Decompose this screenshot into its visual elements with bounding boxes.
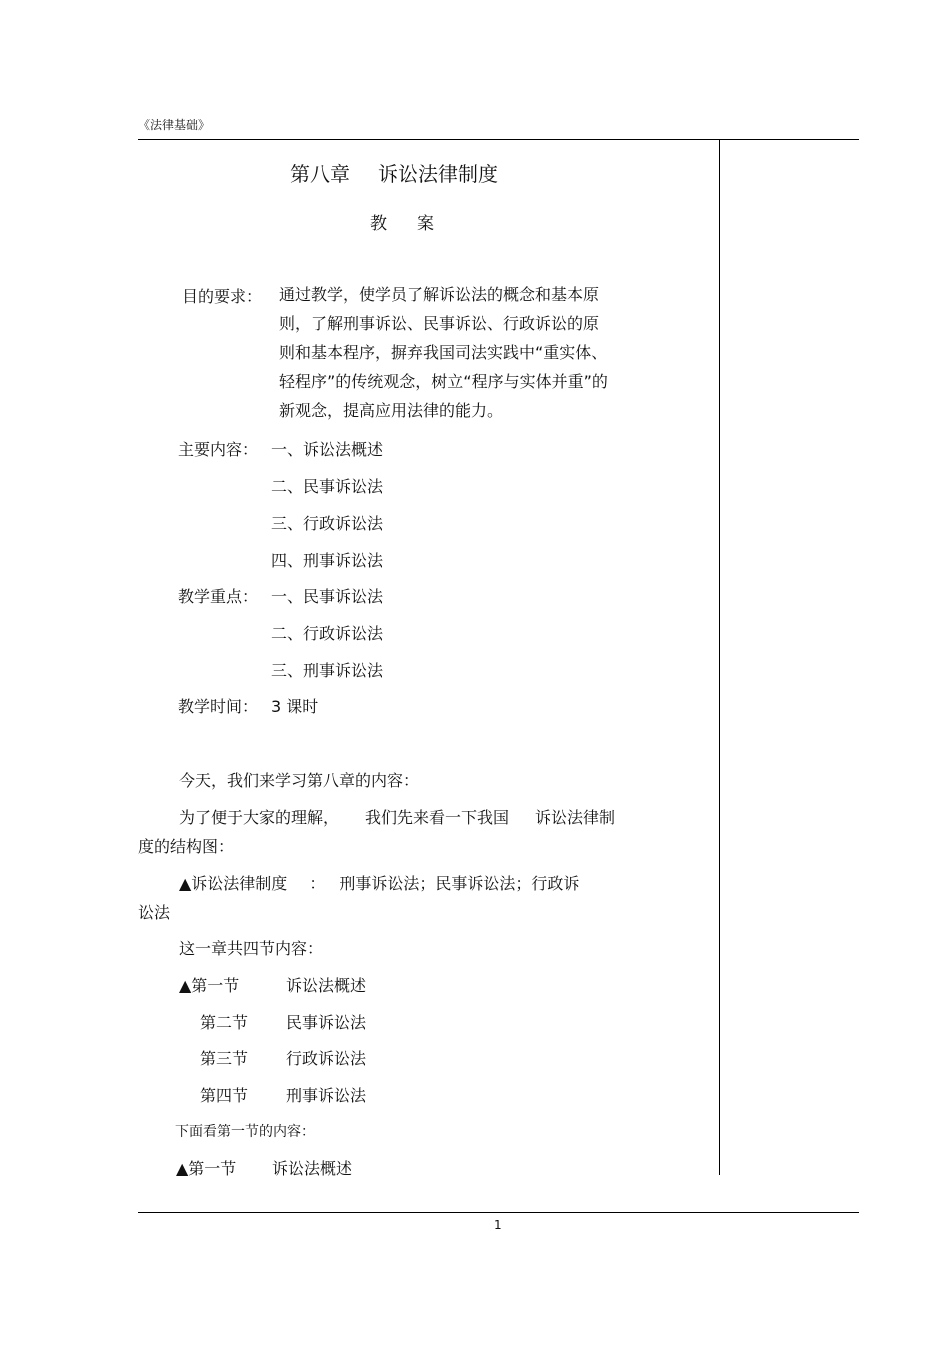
purpose-line: 轻程序”的传统观念，树立“程序与实体并重”的: [279, 372, 608, 391]
structure-label: ▲诉讼法律制度: [179, 874, 288, 893]
body-fragment: 诉讼法律制: [535, 808, 616, 827]
document-header: 《法律基础》: [138, 118, 211, 132]
purpose-text: [279, 284, 608, 429]
lesson-plan-subtitle: [370, 209, 434, 234]
main-content-item: 一、诉讼法概述: [271, 440, 384, 459]
section-name: 刑事诉讼法: [286, 1086, 367, 1105]
key-point-item: 二、行政诉讼法: [271, 624, 384, 643]
subtitle-char-2: 案: [417, 214, 434, 234]
section-number: 第三节: [200, 1049, 249, 1068]
structure-line: [179, 871, 579, 894]
purpose-label: 目的要求：: [182, 287, 263, 306]
subtitle-char-1: 教: [370, 214, 387, 234]
structure-colon: ：: [309, 874, 326, 893]
chapter-name: 诉讼法律制度: [378, 162, 498, 186]
teaching-time-label: 教学时间：: [178, 697, 259, 716]
footer-rule: [138, 1212, 859, 1213]
purpose-line: 则，了解刑事诉讼、民事诉讼、行政诉讼的原: [279, 314, 600, 333]
margin-rule: [719, 139, 720, 1175]
section-name: 行政诉讼法: [286, 1049, 367, 1068]
section-number: ▲第一节: [179, 976, 240, 995]
section-name: 诉讼法概述: [272, 1159, 353, 1178]
body-paragraph: 下面看第一节的内容：: [175, 1124, 315, 1140]
header-rule: [138, 139, 859, 140]
purpose-line: 则和基本程序，摒弃我国司法实践中“重实体、: [279, 343, 608, 362]
chapter-number: 第八章: [290, 162, 350, 186]
section-number: ▲第一节: [176, 1159, 237, 1178]
body-fragment: 我们先来看一下我国: [365, 808, 510, 827]
body-paragraph: [179, 805, 615, 828]
page-number: 1: [494, 1218, 502, 1232]
key-point-item: 一、民事诉讼法: [271, 587, 384, 606]
body-fragment: 为了便于大家的理解，: [179, 808, 340, 827]
structure-items: 刑事诉讼法；民事诉讼法；行政诉: [339, 874, 580, 893]
structure-line-continued: 讼法: [138, 903, 171, 922]
body-paragraph: 今天，我们来学习第八章的内容：: [179, 771, 420, 790]
section-name: 诉讼法概述: [286, 976, 367, 995]
main-content-item: 二、民事诉讼法: [271, 477, 384, 496]
key-point-item: 三、刑事诉讼法: [271, 661, 384, 680]
section-number: 第四节: [200, 1086, 249, 1105]
main-content-label: 主要内容：: [178, 440, 259, 459]
purpose-line: 新观念，提高应用法律的能力。: [279, 401, 504, 420]
body-paragraph-continued: 度的结构图：: [138, 837, 235, 856]
section-number: 第二节: [200, 1013, 249, 1032]
main-content-item: 三、行政诉讼法: [271, 514, 384, 533]
main-content-item: 四、刑事诉讼法: [271, 551, 384, 570]
chapter-title: [290, 158, 498, 187]
body-paragraph: 这一章共四节内容：: [179, 939, 324, 958]
purpose-line: 通过教学，使学员了解诉讼法的概念和基本原: [279, 285, 600, 304]
teaching-time-value: 3 课时: [271, 697, 319, 716]
key-points-label: 教学重点：: [178, 587, 259, 606]
section-name: 民事诉讼法: [286, 1013, 367, 1032]
